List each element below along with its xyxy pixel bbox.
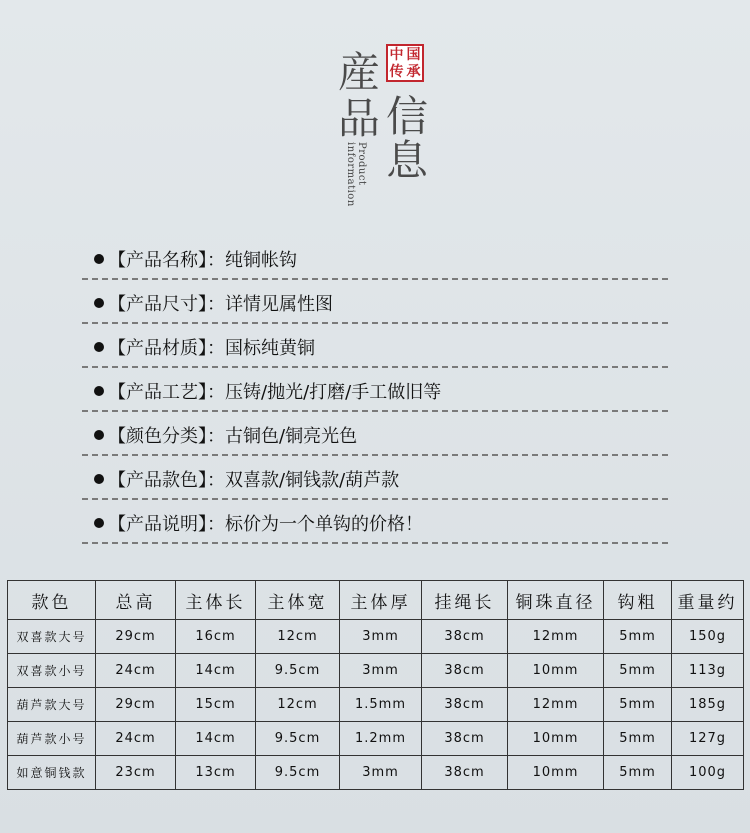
table-row [8, 756, 744, 790]
info-label: 【产品款色】： [108, 470, 225, 491]
table-cell: 14cm [176, 722, 256, 756]
info-label: 【产品工艺】： [108, 382, 225, 403]
column-header: 重量约 [672, 581, 744, 620]
info-row-craft [82, 368, 668, 412]
table-cell: 24cm [96, 722, 176, 756]
column-header: 钩粗 [604, 581, 672, 620]
column-header: 主体厚 [340, 581, 422, 620]
table-cell: 如意铜钱款 [8, 756, 96, 790]
table-cell: 葫芦款小号 [8, 722, 96, 756]
info-value: 压铸/抛光/打磨/手工做旧等 [225, 382, 442, 403]
info-value: 详情见属性图 [225, 294, 333, 315]
table-cell: 双喜款小号 [8, 654, 96, 688]
title-char-xi: 息 [386, 136, 429, 185]
table-header-row [8, 581, 744, 620]
info-label: 【产品材质】： [108, 338, 225, 359]
spec-table [7, 580, 744, 790]
info-row-size [82, 280, 668, 324]
table-cell: 12cm [256, 620, 340, 654]
bullet-icon [94, 342, 104, 352]
info-row-material [82, 324, 668, 368]
bullet-icon [94, 298, 104, 308]
table-cell: 9.5cm [256, 722, 340, 756]
table-cell: 38cm [422, 688, 508, 722]
table-cell: 5mm [604, 688, 672, 722]
info-label: 【颜色分类】： [108, 426, 225, 447]
table-cell: 双喜款大号 [8, 620, 96, 654]
table-cell: 9.5cm [256, 756, 340, 790]
info-value: 标价为一个单钩的价格！ [225, 514, 423, 535]
table-cell: 23cm [96, 756, 176, 790]
table-cell: 16cm [176, 620, 256, 654]
table-cell: 12cm [256, 688, 340, 722]
info-value: 古铜色/铜亮光色 [225, 426, 358, 447]
table-cell: 185g [672, 688, 744, 722]
column-header: 总高 [96, 581, 176, 620]
table-cell: 3mm [340, 620, 422, 654]
table-cell: 24cm [96, 654, 176, 688]
info-value: 国标纯黄铜 [225, 338, 315, 359]
column-header: 铜珠直径 [508, 581, 604, 620]
table-cell: 29cm [96, 688, 176, 722]
table-cell: 5mm [604, 756, 672, 790]
column-header: 款色 [8, 581, 96, 620]
info-value: 双喜款/铜钱款/葫芦款 [225, 470, 400, 491]
table-cell: 3mm [340, 654, 422, 688]
table-row [8, 620, 744, 654]
table-cell: 38cm [422, 620, 508, 654]
table-cell: 38cm [422, 756, 508, 790]
column-header: 挂绳长 [422, 581, 508, 620]
table-cell: 3mm [340, 756, 422, 790]
bullet-icon [94, 254, 104, 264]
table-row [8, 654, 744, 688]
info-row-style [82, 456, 668, 500]
table-cell: 12mm [508, 620, 604, 654]
table-row [8, 688, 744, 722]
table-cell: 127g [672, 722, 744, 756]
table-cell: 13cm [176, 756, 256, 790]
title-char-xin: 信 [386, 92, 429, 141]
english-subtitle: Product information [345, 142, 367, 207]
table-cell: 29cm [96, 620, 176, 654]
table-cell: 15cm [176, 688, 256, 722]
table-cell: 葫芦款大号 [8, 688, 96, 722]
column-header: 主体长 [176, 581, 256, 620]
table-cell: 12mm [508, 688, 604, 722]
red-seal-stamp: 中 国 传 承 [386, 44, 424, 82]
table-cell: 113g [672, 654, 744, 688]
info-row-color [82, 412, 668, 456]
bullet-icon [94, 386, 104, 396]
table-cell: 10mm [508, 756, 604, 790]
table-cell: 150g [672, 620, 744, 654]
bullet-icon [94, 474, 104, 484]
bullet-icon [94, 430, 104, 440]
table-cell: 100g [672, 756, 744, 790]
table-cell: 5mm [604, 620, 672, 654]
table-cell: 5mm [604, 654, 672, 688]
column-header: 主体宽 [256, 581, 340, 620]
product-info-title [0, 0, 750, 230]
table-cell: 14cm [176, 654, 256, 688]
bullet-icon [94, 518, 104, 528]
table-cell: 9.5cm [256, 654, 340, 688]
table-cell: 38cm [422, 722, 508, 756]
table-row [8, 722, 744, 756]
table-cell: 38cm [422, 654, 508, 688]
product-info-list [82, 236, 668, 544]
info-row-note [82, 500, 668, 544]
info-value: 纯铜帐钩 [225, 250, 297, 271]
table-cell: 1.5mm [340, 688, 422, 722]
table-cell: 10mm [508, 654, 604, 688]
table-cell: 5mm [604, 722, 672, 756]
info-label: 【产品尺寸】： [108, 294, 225, 315]
info-label: 【产品说明】： [108, 514, 225, 535]
table-cell: 1.2mm [340, 722, 422, 756]
table-cell: 10mm [508, 722, 604, 756]
info-label: 【产品名称】： [108, 250, 225, 271]
info-row-name [82, 236, 668, 280]
title-char-pin: 品 [338, 94, 381, 143]
title-char-chan: 産 [338, 48, 381, 97]
